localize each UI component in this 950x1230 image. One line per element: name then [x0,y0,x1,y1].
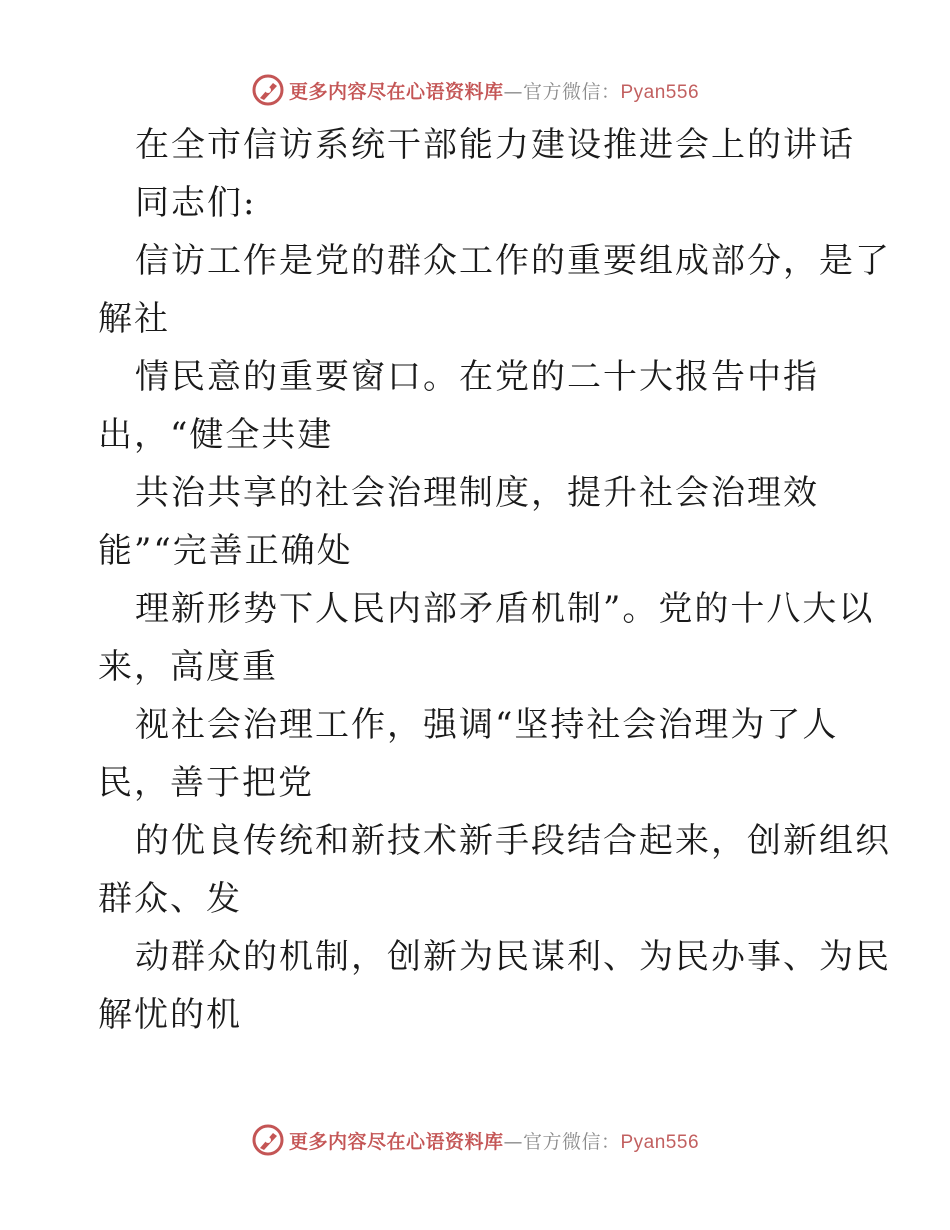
banner-wechat-id: Pyan556 [620,81,700,103]
document-body [0,116,950,1044]
header-banner [0,70,950,110]
banner-main: 更多内容尽在心语资料库 [288,80,504,103]
body-line: 视社会治理工作，强调“坚持社会治理为了人 [135,705,839,745]
body-line: 群众、发 [98,879,242,919]
pen-logo-icon [251,1123,285,1157]
body-line: 信访工作是党的群众工作的重要组成部分，是了 [135,241,891,281]
banner-wechat-id: Pyan556 [620,1131,700,1153]
document-title: 在全市信访系统干部能力建设推进会上的讲话 [135,125,855,165]
body-line: 能”“完善正确处 [98,531,353,571]
body-line: 理新形势下人民内部矛盾机制”。党的十八大以 [135,589,875,629]
body-line: 解忧的机 [98,995,242,1035]
body-line: 共治共享的社会治理制度，提升社会治理效 [135,473,819,513]
banner-main: 更多内容尽在心语资料库 [288,1130,504,1153]
body-line: 情民意的重要窗口。在党的二十大报告中指 [135,357,819,397]
banner-text [289,1127,699,1154]
footer-banner [0,1120,950,1160]
pen-logo-icon [251,73,285,107]
body-line: 来，高度重 [98,647,278,687]
banner-separator: — [503,1130,523,1153]
body-line: 出，“健全共建 [98,415,334,455]
body-line: 动群众的机制，创新为民谋利、为民办事、为民 [135,937,891,977]
banner-wechat-label: 官方微信： [522,80,621,103]
banner-separator: — [503,80,523,103]
body-line: 解社 [98,299,170,339]
salutation: 同志们: [135,183,257,223]
body-line: 民，善于把党 [98,763,314,803]
body-line: 的优良传统和新技术新手段结合起来，创新组织 [135,821,891,861]
banner-wechat-label: 官方微信： [522,1130,621,1153]
banner-text [289,77,699,104]
